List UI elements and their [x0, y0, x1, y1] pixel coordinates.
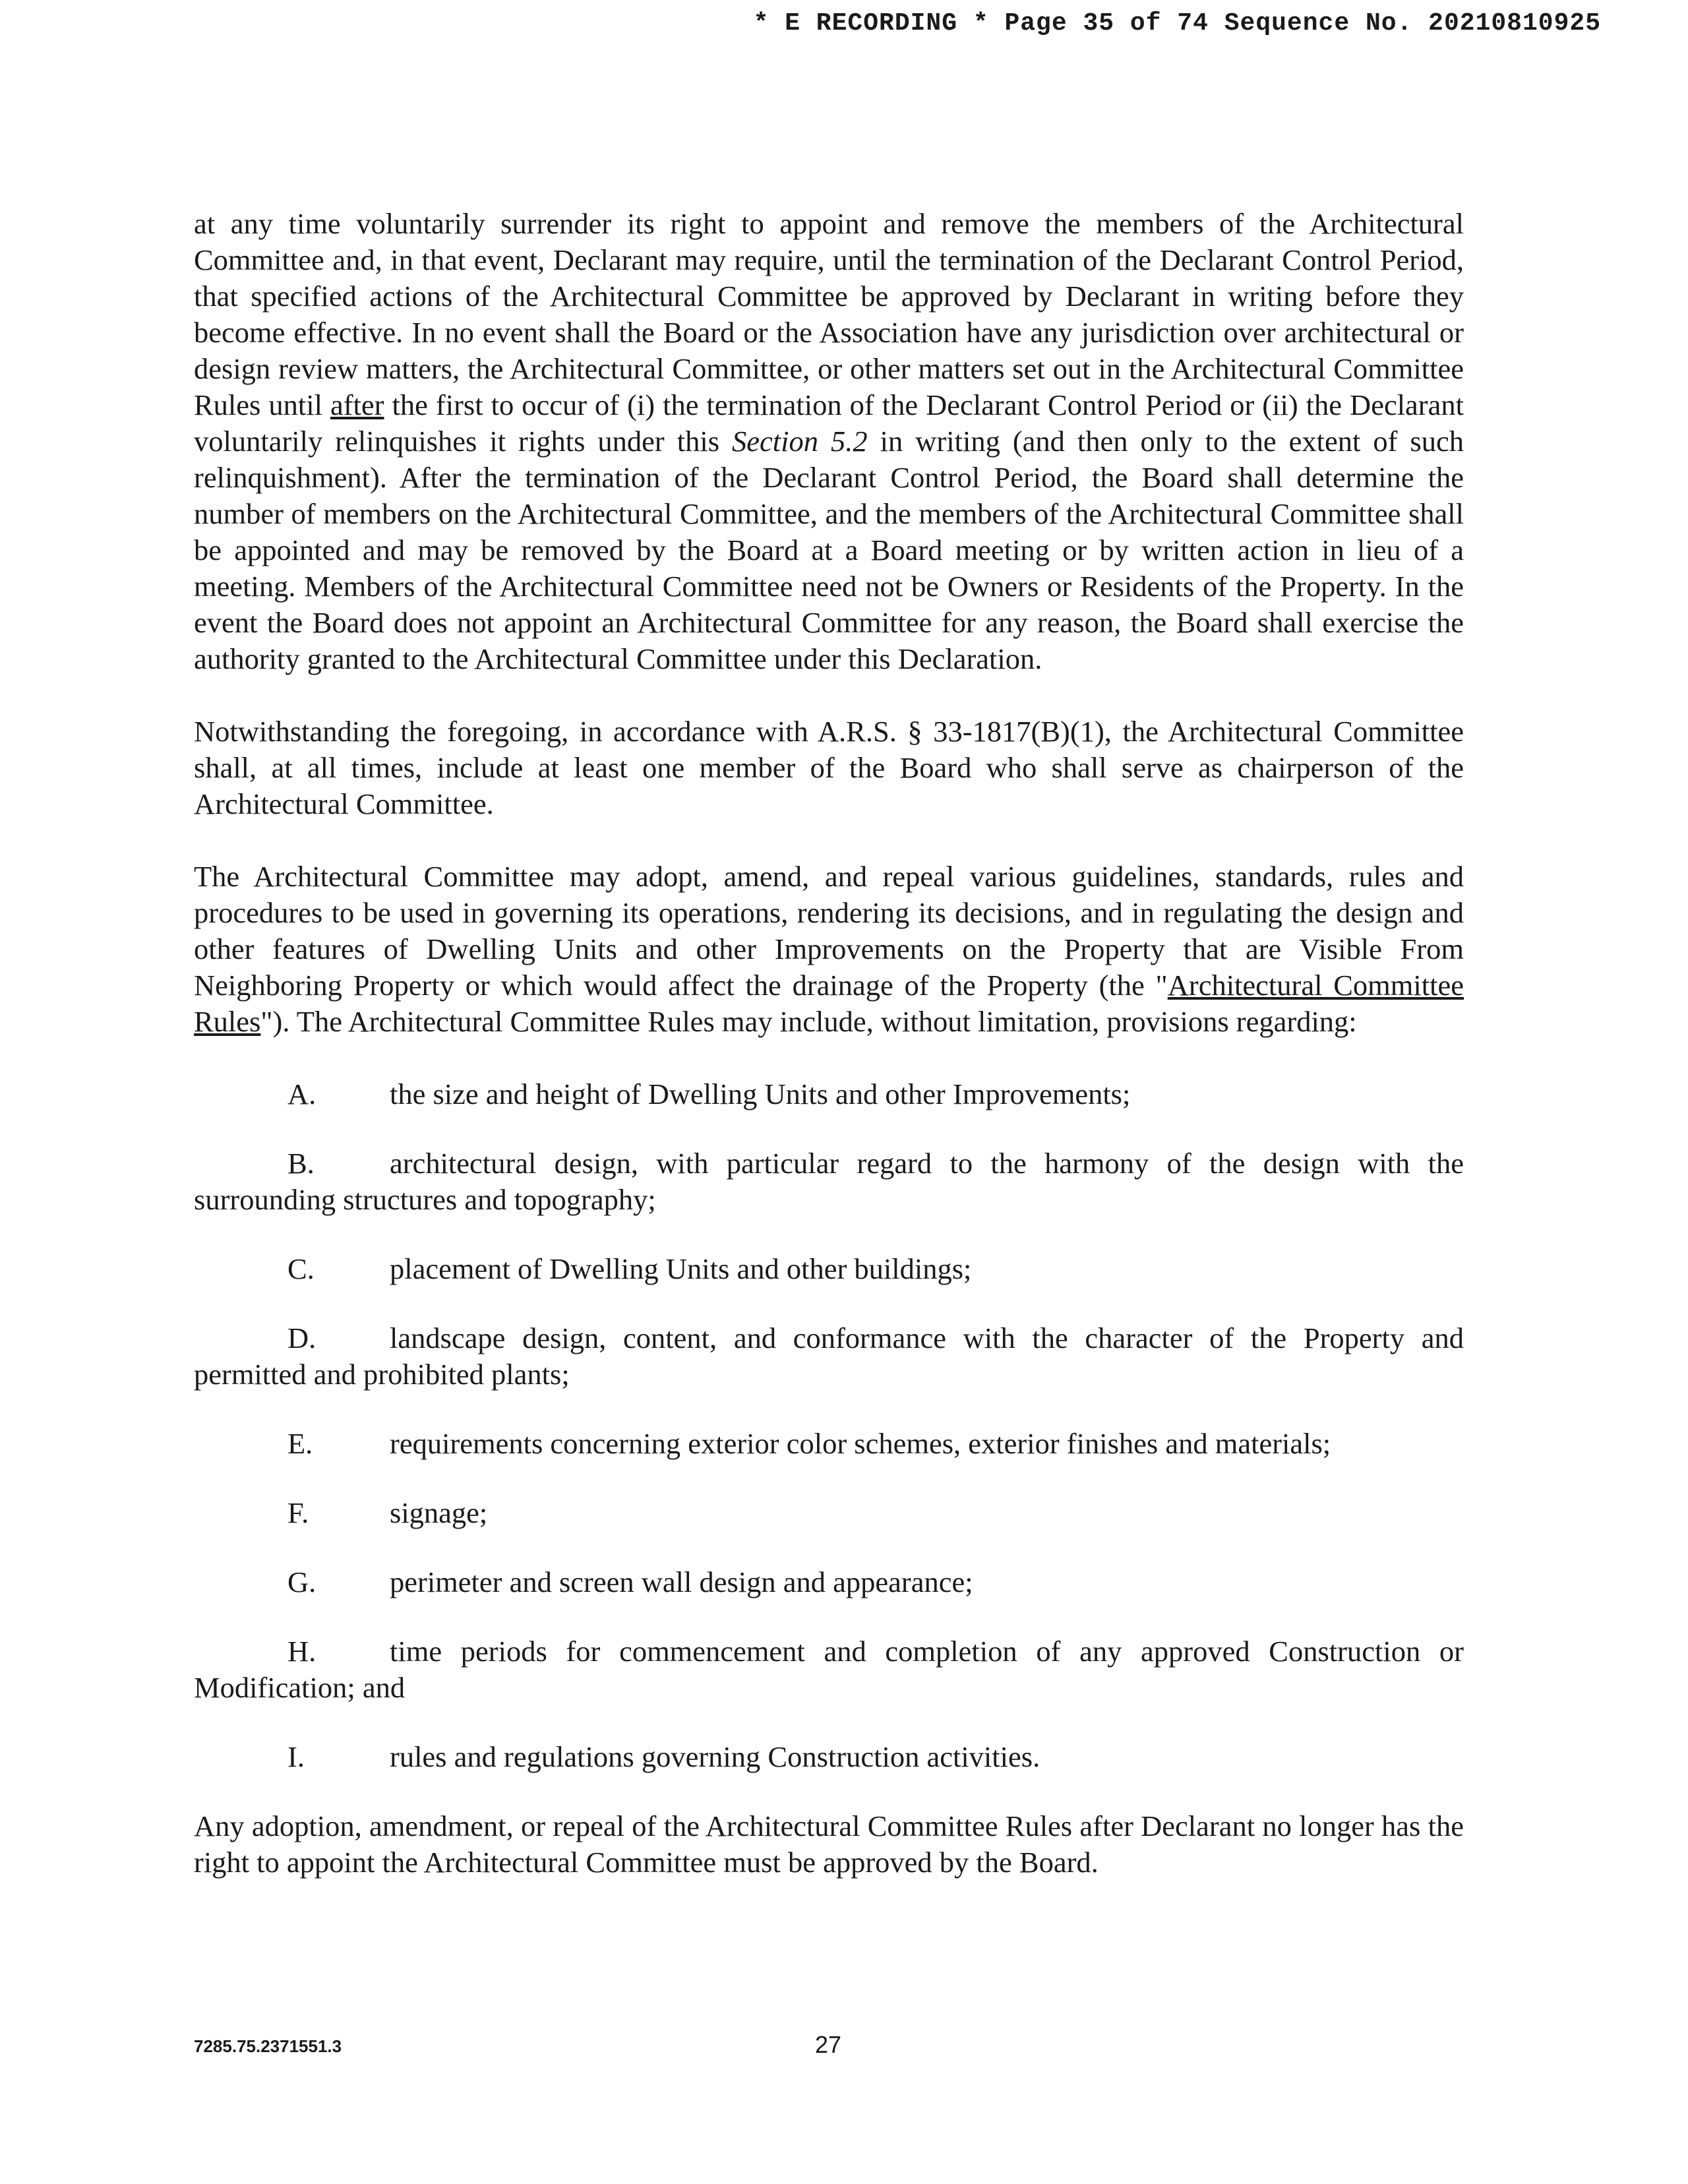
list-item-text: rules and regulations governing Construction activities. [390, 1740, 1040, 1773]
paragraph-text: in writing (and then only to the extent of such relinquishment). After the termination of the Declarant Control Period, the Board shall determine the number of members on the Architectural Committee, and the members of the Architectural Committee shall be appointed and may be removed by the Board at a Board meeting or by written action in lieu of a meeting. Members of the Architectural Committee need not be Owners or Residents of the Property. In the event the Board does not appoint an Architectural Committee for any reason, the Board shall exercise the authority granted to the Architectural Committee under this Declaration. [194, 425, 1464, 675]
list-item-text: requirements concerning exterior color schemes, exterior finishes and materials; [390, 1427, 1331, 1460]
emphasis-after: after [330, 388, 384, 421]
section-reference: Section 5.2 [732, 425, 868, 458]
list-item-label: C. [287, 1252, 315, 1285]
list-item [194, 1739, 1464, 1775]
paragraph-board-member-requirement: Notwithstanding the foregoing, in accordance with A.R.S. § 33-1817(B)(1), the Architectural Committee shall, at all times, include at least one member of the Board who shall serve as chairperson of the Architectural Committee. [194, 715, 1464, 820]
list-item [194, 1076, 1464, 1112]
list-item-text: landscape design, content, and conformance with the character of the Property and permitted and prohibited plants; [194, 1321, 1464, 1391]
list-item [194, 1633, 1464, 1706]
paragraph-text: "). The Architectural Committee Rules may include, without limitation, provisions regarding: [260, 1005, 1357, 1038]
list-item-text: perimeter and screen wall design and appearance; [390, 1565, 973, 1598]
list-item-label: E. [287, 1427, 313, 1460]
list-item-text: time periods for commencement and completion of any approved Construction or Modification; and [194, 1635, 1464, 1704]
list-item [194, 1320, 1464, 1393]
list-item-label: F. [287, 1496, 309, 1529]
list-item-label: B. [287, 1147, 315, 1180]
list-item [194, 1564, 1464, 1600]
list-item-text: signage; [390, 1496, 488, 1529]
document-id: 7285.75.2371551.3 [194, 2036, 342, 2056]
page-number: 27 [815, 2031, 842, 2058]
list-item-label: H. [287, 1635, 316, 1668]
list-item-label: D. [287, 1321, 316, 1354]
list-item-label: A. [287, 1077, 316, 1110]
list-item-label: I. [287, 1740, 305, 1773]
list-item [194, 1426, 1464, 1462]
list-item-text: architectural design, with particular regard to the harmony of the design with the surrounding structures and topography; [194, 1147, 1464, 1216]
paragraph-text: at any time voluntarily surrender its right to appoint and remove the members of the Architectural Committee and, in that event, Declarant may require, until the termination of the Declarant Control Period, that specified actions of the Architectural Committee be approved by Declarant in writing before they become effective. In no event shall the Board or the Association have any jurisdiction over architectural or design review matters, the Architectural Committee, or other matters set out in the Architectural Committee Rules until [194, 207, 1464, 421]
list-item [194, 1145, 1464, 1218]
list-item-text: placement of Dwelling Units and other buildings; [390, 1252, 972, 1285]
paragraph-committee-rules [194, 859, 1464, 1040]
document-body [194, 206, 1464, 1881]
list-item-text: the size and height of Dwelling Units and other Improvements; [390, 1077, 1131, 1110]
list-item [194, 1251, 1464, 1287]
list-item [194, 1495, 1464, 1531]
recording-stamp: * E RECORDING * Page 35 of 74 Sequence No. 20210810925 [753, 9, 1601, 38]
list-item-label: G. [287, 1565, 316, 1598]
defined-term: Architectural Committee Rules [194, 969, 1464, 1038]
paragraph-architectural-committee-authority [194, 206, 1464, 677]
paragraph-text: The Architectural Committee may adopt, amend, and repeal various guidelines, standards, rules and procedures to be used in governing its operations, rendering its decisions, and in regulating the design and other features of Dwelling Units and other Improvements on the Property that are Visible From Neighboring Property or which would affect the drainage of the Property (the " [194, 860, 1464, 1002]
paragraph-rules-approval: Any adoption, amendment, or repeal of the Architectural Committee Rules after Declarant no longer has the right to appoint the Architectural Committee must be approved by the Board. [194, 1809, 1464, 1879]
paragraph-text: the first to occur of (i) the termination of the Declarant Control Period or (ii) the Declarant voluntarily relinquishes it rights under this [194, 388, 1464, 458]
